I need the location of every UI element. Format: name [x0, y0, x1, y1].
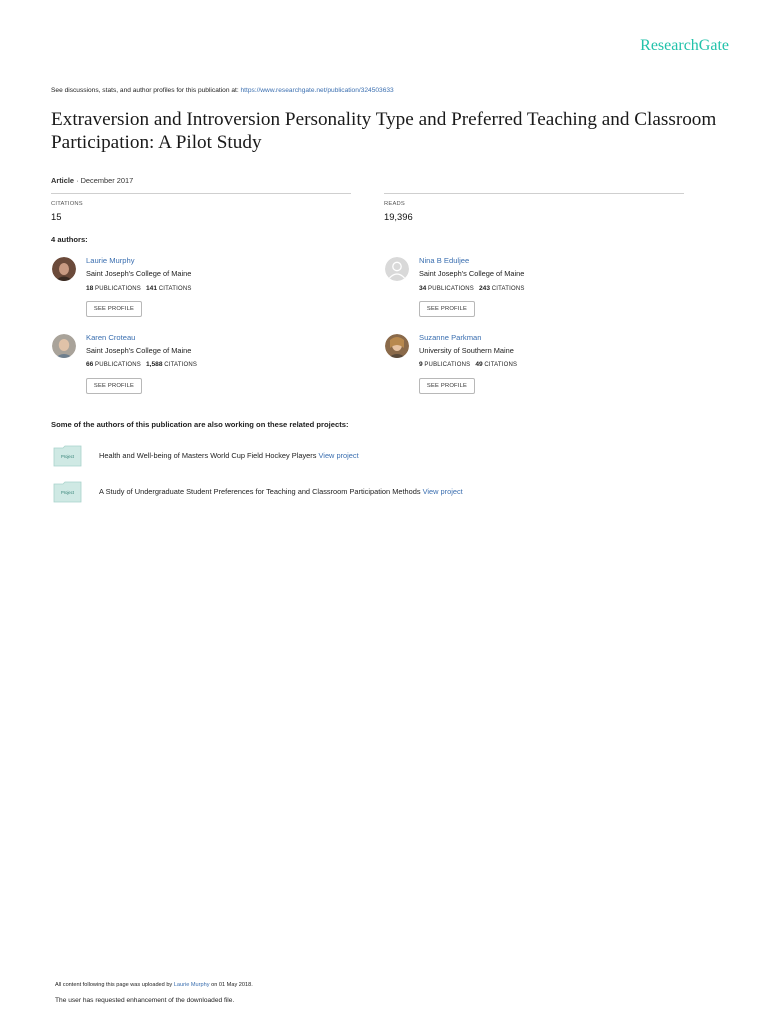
- project-folder-icon: [53, 481, 82, 503]
- citations-count: 49: [475, 361, 483, 368]
- project-item: [99, 487, 463, 496]
- citations-label: CITATIONS: [164, 362, 198, 368]
- publications-label: PUBLICATIONS: [428, 286, 474, 292]
- divider-left: [51, 193, 351, 194]
- author-affiliation: Saint Joseph's College of Maine: [419, 269, 525, 278]
- project-folder-icon: [53, 445, 82, 467]
- project-icon-label: Project: [60, 490, 75, 495]
- citations-count: 243: [479, 285, 491, 292]
- article-meta: [51, 176, 133, 185]
- researchgate-logo: ResearchGate: [640, 37, 729, 54]
- author-affiliation: University of Southern Maine: [419, 346, 514, 355]
- discussion-prefix: See discussions, stats, and author profiles for this publication at:: [51, 87, 241, 94]
- avatar[interactable]: [385, 334, 409, 358]
- citations-label: CITATIONS: [491, 286, 525, 292]
- citations-label: CITATIONS: [484, 362, 518, 368]
- publication-link[interactable]: https://www.researchgate.net/publication/324503633: [240, 87, 394, 94]
- see-profile-button[interactable]: SEE PROFILE: [86, 301, 142, 317]
- see-profile-button[interactable]: SEE PROFILE: [419, 378, 475, 394]
- enhancement-note: The user has requested enhancement of the downloaded file.: [55, 997, 235, 1004]
- avatar[interactable]: [52, 257, 76, 281]
- article-type: Article: [51, 176, 75, 185]
- upload-prefix: All content following this page was uploaded by: [55, 982, 174, 988]
- view-project-link[interactable]: View project: [422, 487, 463, 496]
- uploader-link[interactable]: Laurie Murphy: [173, 982, 210, 988]
- related-projects-heading: Some of the authors of this publication are also working on these related projects:: [51, 420, 349, 429]
- author-name[interactable]: Laurie Murphy: [86, 256, 135, 265]
- author-affiliation: Saint Joseph's College of Maine: [86, 269, 192, 278]
- paper-title: Extraversion and Introversion Personality Type and Preferred Teaching and Classroom Participation: A Pilot Study: [51, 109, 717, 153]
- author-counts: [86, 285, 192, 292]
- author-name[interactable]: Suzanne Parkman: [419, 333, 482, 342]
- project-item: [99, 451, 359, 460]
- author-affiliation: Saint Joseph's College of Maine: [86, 346, 192, 355]
- publications-label: PUBLICATIONS: [95, 286, 141, 292]
- author-counts: [86, 361, 197, 368]
- project-icon-label: Project: [60, 454, 75, 459]
- publications-count: 9: [419, 361, 423, 368]
- reads-label: READS: [384, 201, 405, 207]
- reads-count: 19,396: [384, 211, 413, 222]
- publications-count: 34: [419, 285, 427, 292]
- project-title: A Study of Undergraduate Student Preferences for Teaching and Classroom Participation Methods: [99, 487, 421, 496]
- publications-label: PUBLICATIONS: [95, 362, 141, 368]
- avatar[interactable]: [52, 334, 76, 358]
- publications-count: 66: [86, 361, 94, 368]
- avatar-placeholder-icon[interactable]: [385, 257, 409, 281]
- discussion-line: [51, 87, 394, 94]
- author-counts: [419, 285, 525, 292]
- article-date: December 2017: [80, 176, 134, 185]
- authors-heading: 4 authors:: [51, 235, 88, 244]
- author-counts: [419, 361, 517, 368]
- citations-label: CITATIONS: [158, 286, 192, 292]
- see-profile-button[interactable]: SEE PROFILE: [419, 301, 475, 317]
- publications-count: 18: [86, 285, 94, 292]
- citations-count: 15: [51, 211, 62, 222]
- author-name[interactable]: Karen Croteau: [86, 333, 136, 342]
- see-profile-button[interactable]: SEE PROFILE: [86, 378, 142, 394]
- upload-note: [55, 982, 253, 988]
- project-title: Health and Well-being of Masters World Cup Field Hockey Players: [99, 451, 317, 460]
- citations-count: 141: [146, 285, 158, 292]
- publications-label: PUBLICATIONS: [424, 362, 471, 368]
- upload-suffix: on 01 May 2018.: [209, 982, 253, 988]
- citations-label: CITATIONS: [51, 201, 83, 207]
- divider-right: [384, 193, 684, 194]
- meta-separator: ·: [74, 176, 81, 185]
- view-project-link[interactable]: View project: [318, 451, 359, 460]
- citations-count: 1,588: [146, 361, 163, 368]
- author-name[interactable]: Nina B Eduljee: [419, 256, 470, 265]
